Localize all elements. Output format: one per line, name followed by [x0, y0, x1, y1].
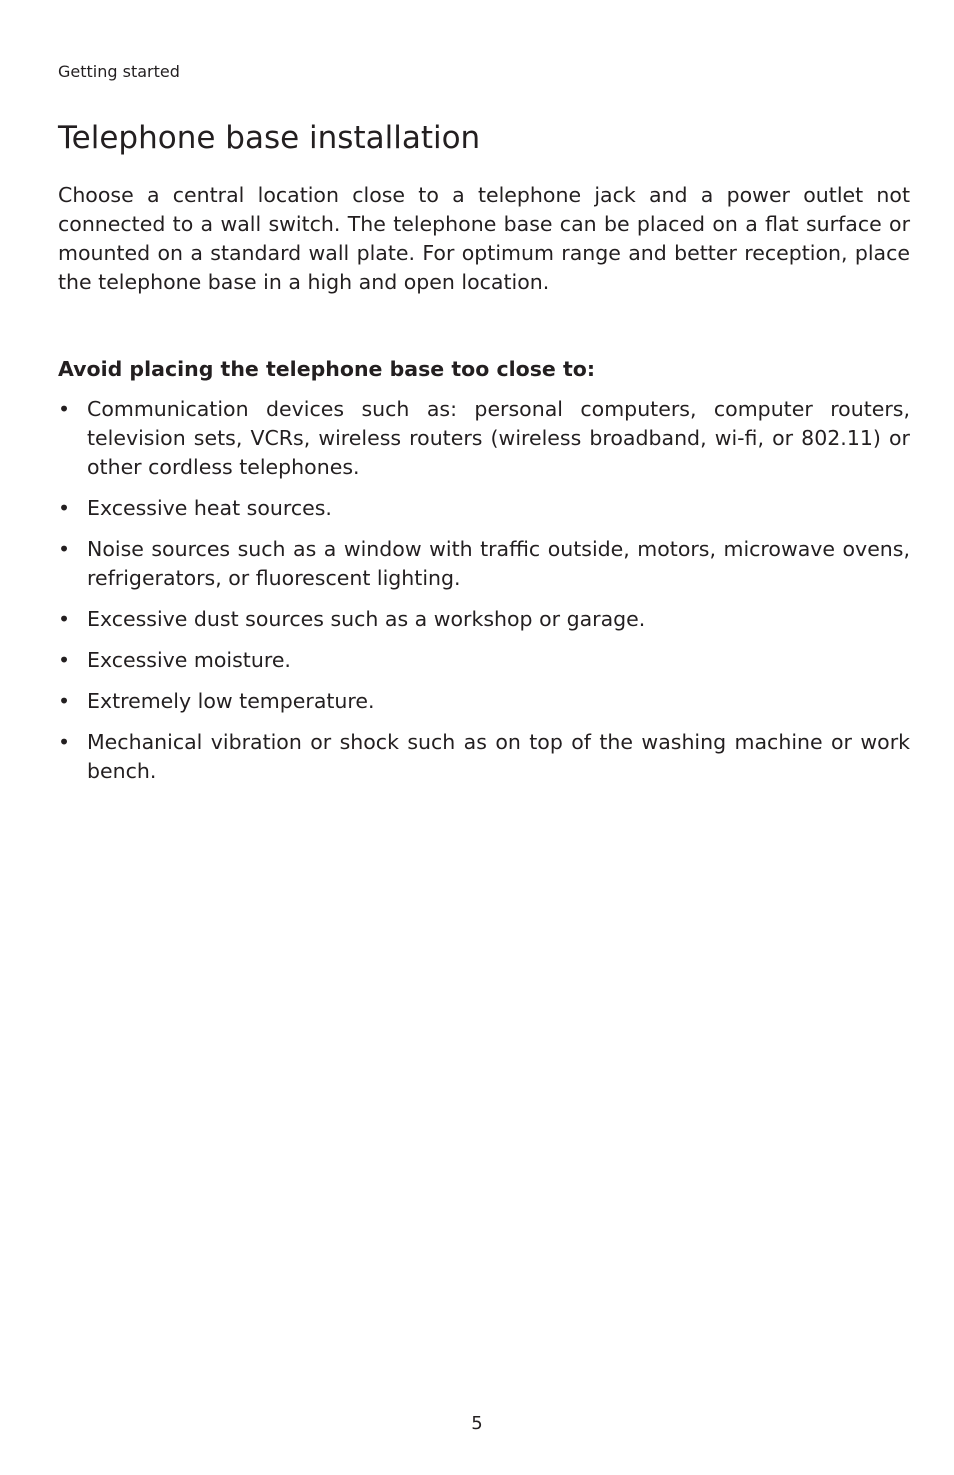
bullet-icon: •: [58, 397, 71, 421]
bullet-icon: •: [58, 496, 71, 520]
list-item-text: Excessive dust sources such as a workshop or garage.: [87, 607, 646, 631]
list-item: [58, 395, 910, 482]
list-item-text: Excessive moisture.: [87, 648, 291, 672]
avoid-list: [58, 395, 910, 798]
bullet-icon: •: [58, 730, 71, 754]
avoid-heading: Avoid placing the telephone base too close to:: [58, 357, 596, 381]
list-item: [58, 605, 910, 634]
list-item: [58, 535, 910, 593]
list-item: [58, 646, 910, 675]
list-item-text: Mechanical vibration or shock such as on top of the washing machine or work bench.: [87, 730, 910, 783]
list-item-text: Noise sources such as a window with traffic outside, motors, microwave ovens, refrigerators, or fluorescent lighting.: [87, 537, 910, 590]
bullet-icon: •: [58, 689, 71, 713]
bullet-icon: •: [58, 537, 71, 561]
list-item-text: Communication devices such as: personal computers, computer routers, television sets, VCRs, wireless routers (wireless broadband, wi-fi, or 802.11) or other cordless telephones.: [87, 397, 910, 479]
list-item: [58, 728, 910, 786]
intro-paragraph: Choose a central location close to a telephone jack and a power outlet not connected to a wall switch. The telephone base can be placed on a flat surface or mounted on a standard wall plate. For optimum range and better reception, place the telephone base in a high and open location.: [58, 183, 910, 294]
list-item: [58, 494, 910, 523]
bullet-icon: •: [58, 607, 71, 631]
page-number: 5: [471, 1413, 483, 1434]
running-head: Getting started: [58, 62, 180, 81]
list-item-text: Excessive heat sources.: [87, 496, 332, 520]
page-title: Telephone base installation: [58, 120, 481, 156]
list-item: [58, 687, 910, 716]
bullet-icon: •: [58, 648, 71, 672]
list-item-text: Extremely low temperature.: [87, 689, 375, 713]
